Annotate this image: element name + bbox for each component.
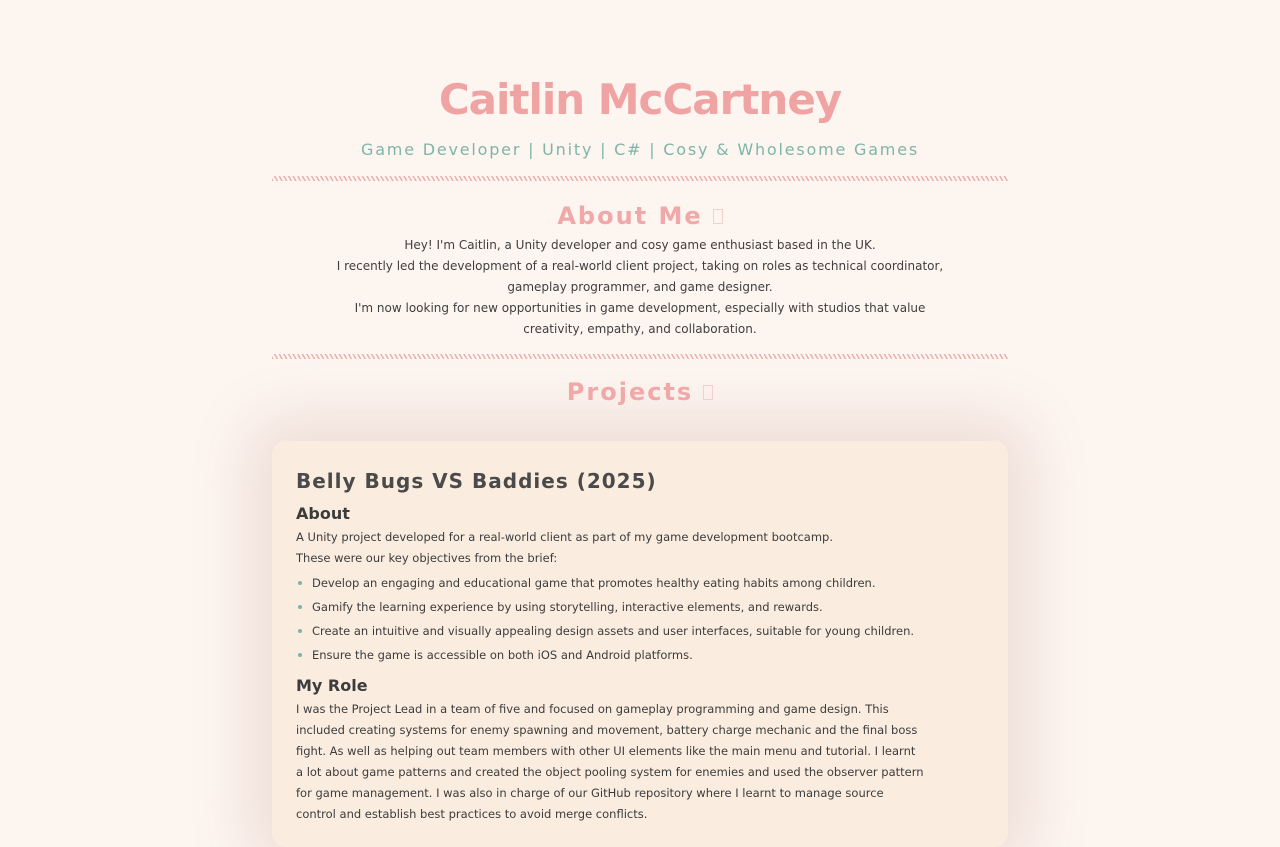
about-text [272,235,1008,340]
page-title: Caitlin McCartney [438,75,842,124]
missing-glyph-icon [713,209,723,224]
project-role-heading: My Role [296,676,368,695]
project-title: Belly Bugs VS Baddies (2025) [296,469,657,493]
project-about-line: A Unity project developed for a real-world client as part of my game development bootcamp. [296,530,833,544]
project-role-text: I was the Project Lead in a team of five and focused on gameplay programming and game design. This included creating systems for enemy spawning and movement, battery charge mechanic and the final boss fight. As well as helping out team members with other UI elements like the main menu and tutorial. I learnt a lot about game patterns and created the object pooling system for enemies and used the observer pattern for game management. I was also in charge of our GitHub repository where I learnt to manage source control and establish best practices to avoid merge conflicts. [296,702,924,821]
projects-title: Projects [566,378,694,406]
about-title: About Me [557,202,703,230]
project-about-line: These were our key objectives from the brief: [296,551,558,565]
about-paragraph: I'm now looking for new opportunities in game development, especially with studios that value creativity, empathy, and collaboration. [354,301,926,336]
objectives-list [296,571,984,667]
portfolio-page [272,0,1008,847]
projects-section [272,359,1008,847]
list-item: Create an intuitive and visually appealing design assets and user interfaces, suitable for young children. [312,619,984,643]
list-item: Develop an engaging and educational game that promotes healthy eating habits among children. [312,571,984,595]
tagline: Game Developer | Unity | C# | Cosy & Wholesome Games [361,140,919,159]
list-item: Ensure the game is accessible on both iOS and Android platforms. [312,643,984,667]
about-section [272,181,1008,340]
projects-heading [567,377,713,407]
project-about-heading: About [296,504,350,523]
about-paragraph: Hey! I'm Caitlin, a Unity developer and cosy game enthusiast based in the UK. [404,238,876,252]
about-heading [557,201,722,231]
project-card [272,441,1008,847]
missing-glyph-icon [703,385,713,400]
list-item: Gamify the learning experience by using storytelling, interactive elements, and rewards. [312,595,984,619]
about-paragraph: I recently led the development of a real-world client project, taking on roles as technical coordinator, gameplay programmer, and game designer. [336,259,944,294]
